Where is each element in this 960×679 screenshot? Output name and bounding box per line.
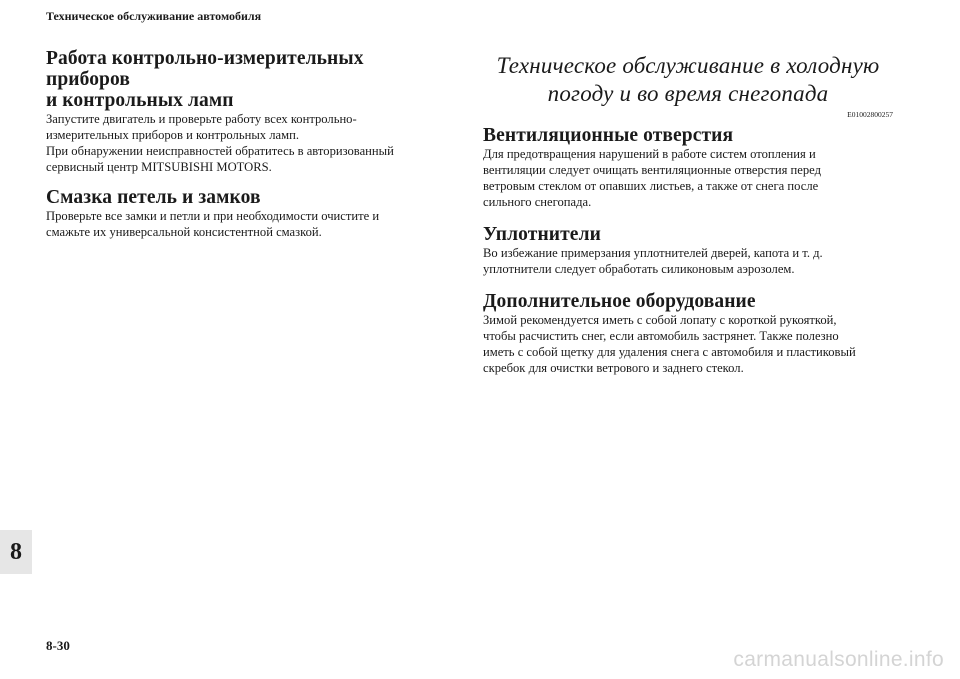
text-line: Во избежание примерзания уплотнителей дверей, капота и т. д. [483,246,823,260]
text-line: уплотнители следует обработать силиконовым аэрозолем. [483,262,795,276]
text-line: сервисный центр MITSUBISHI MOTORS. [46,160,272,174]
section-heading-seals: Уплотнители [483,224,601,245]
section-lubrication [46,187,446,240]
right-column [483,52,893,390]
text-line: иметь с собой щетку для удаления снега с автомобиля и пластиковый [483,345,856,359]
text-line: вентиляции следует очищать вентиляционные отверстия перед [483,163,821,177]
heading-line: и контрольных ламп [46,90,234,111]
text-line: скребок для очистки ветрового и заднего стекол. [483,361,744,375]
text-line: сильного снегопада. [483,195,592,209]
text-line: Зимой рекомендуется иметь с собой лопату с короткой рукояткой, [483,313,837,327]
title-line: Техническое обслуживание в холодную [496,53,880,78]
document-code: E01002800257 [847,110,893,119]
section-body-instruments [46,111,446,175]
text-line: Запустите двигатель и проверьте работу всех контрольно- [46,112,357,126]
text-line: измерительных приборов и контрольных ламп. [46,128,299,142]
chapter-tab: 8 [0,530,32,574]
text-line: смажьте их универсальной консистентной смазкой. [46,225,322,239]
section-body-vents [483,146,893,210]
running-header: Техническое обслуживание автомобиля [46,9,262,23]
chapter-section-title [483,52,893,108]
text-line: Для предотвращения нарушений в работе систем отопления и [483,147,816,161]
text-line: Проверьте все замки и петли и при необходимости очистите и [46,209,380,223]
text-line: ветровым стеклом от опавших листьев, а также от снега после [483,179,819,193]
watermark: carmanualsonline.info [733,648,944,671]
heading-line: Работа контрольно-измерительных приборов [46,48,364,90]
section-heading-equipment: Дополнительное оборудование [483,291,756,312]
title-line: погоду и во время снегопада [547,81,829,106]
section-instruments [46,48,446,175]
section-seals [483,224,893,277]
left-column [46,48,446,252]
text-line: При обнаружении неисправностей обратитесь в авторизованный [46,144,394,158]
section-heading-lubrication: Смазка петель и замков [46,187,261,208]
text-line: чтобы расчистить снег, если автомобиль застрянет. Также полезно [483,329,839,343]
section-equipment [483,291,893,376]
section-body-equipment [483,312,893,376]
page-number: 8-30 [46,638,70,653]
section-heading-instruments [46,48,446,111]
section-vents [483,125,893,210]
section-heading-vents: Вентиляционные отверстия [483,125,734,146]
section-body-seals [483,245,893,277]
section-body-lubrication [46,208,446,240]
